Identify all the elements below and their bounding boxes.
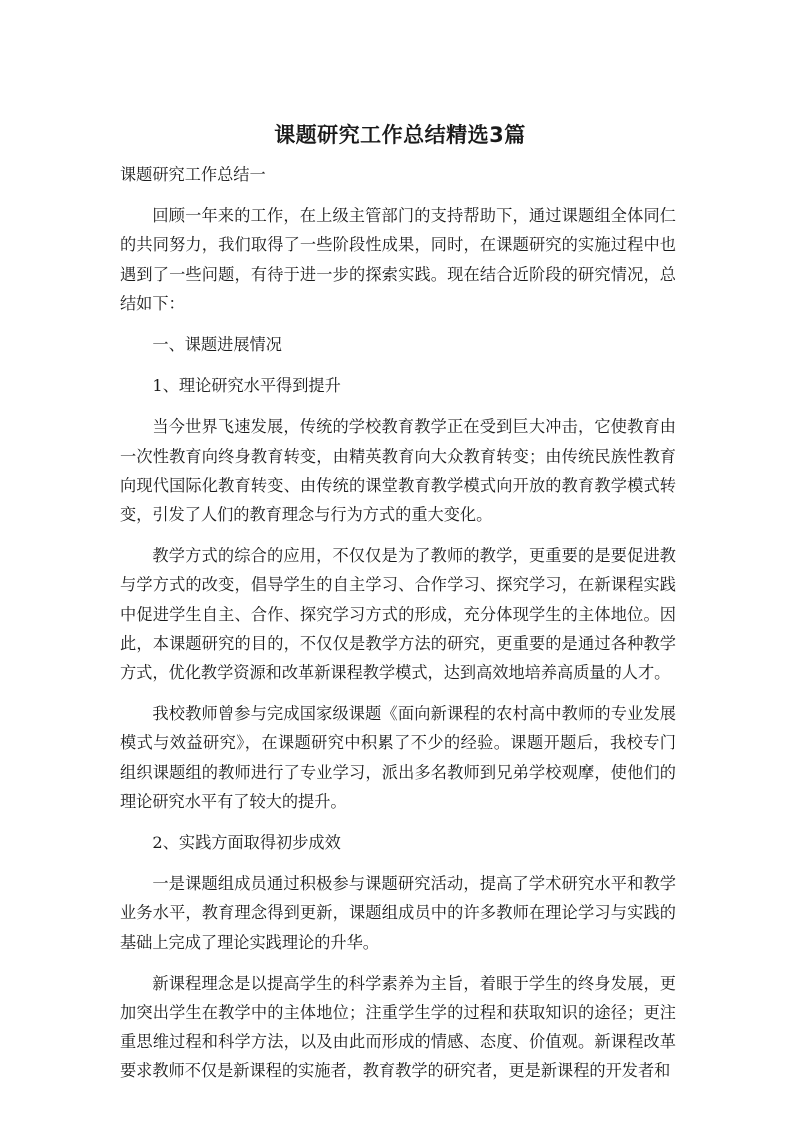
subsection-heading: 2、实践方面取得初步成效 bbox=[152, 833, 341, 853]
subsection-heading: 一、课题进展情况 bbox=[152, 335, 282, 355]
body-paragraph: 回顾一年来的工作，在上级主管部门的支持帮助下，通过课题组全体同仁的共同努力，我们取得了一些阶段性成果，同时，在课题研究的实施过程中也遇到了一些问题，有待于进一步的探索实践。现在结合近阶段的研究情况，总结如下： bbox=[120, 206, 676, 313]
body-paragraph: 教学方式的综合的应用，不仅仅是为了教师的教学，更重要的是要促进教与学方式的改变，倡导学生的自主学习、合作学习、探究学习，在新课程实践中促进学生自主、合作、探究学习方式的形成，充分体现学生的主体地位。因此，本课题研究的目的，不仅仅是教学方法的研究，更重要的是通过各种教学方式，优化教学资源和改革新课程教学模式，达到高效地培养高质量的人才。 bbox=[120, 546, 676, 683]
body-paragraph: 我校教师曾参与完成国家级课题《面向新课程的农村高中教师的专业发展模式与效益研究》，在课题研究中积累了不少的经验。课题开题后，我校专门组织课题组的教师进行了专业学习，派出多名教师到兄弟学校观摩，使他们的理论研究水平有了较大的提升。 bbox=[120, 704, 676, 811]
subsection-heading: 1、理论研究水平得到提升 bbox=[152, 376, 341, 396]
section-heading: 课题研究工作总结一 bbox=[120, 165, 266, 184]
document-body bbox=[120, 160, 676, 1086]
document-title: 课题研究工作总结精选3篇 bbox=[274, 123, 526, 147]
body-paragraph: 新课程理念是以提高学生的科学素养为主旨，着眼于学生的终身发展，更加突出学生在教学中的主体地位；注重学生学的过程和获取知识的途径；更注重思维过程和科学方法，以及由此而形成的情感、态度、价值观。新课程改革要求教师不仅是新课程的实施者，教育教学的研究者，更是新课程的开发者和 bbox=[120, 973, 676, 1081]
body-paragraph: 一是课题组成员通过积极参与课题研究活动，提高了学术研究水平和教学业务水平，教育理念得到更新，课题组成员中的许多教师在理论学习与实践的基础上完成了理论实践理论的升华。 bbox=[120, 874, 676, 952]
body-paragraph: 当今世界飞速发展，传统的学校教育教学正在受到巨大冲击，它使教育由一次性教育向终身教育转变，由精英教育向大众教育转变；由传统民族性教育向现代国际化教育转变、由传统的课堂教育教学模式向开放的教育教学模式转变，引发了人们的教育理念与行为方式的重大变化。 bbox=[120, 417, 676, 525]
